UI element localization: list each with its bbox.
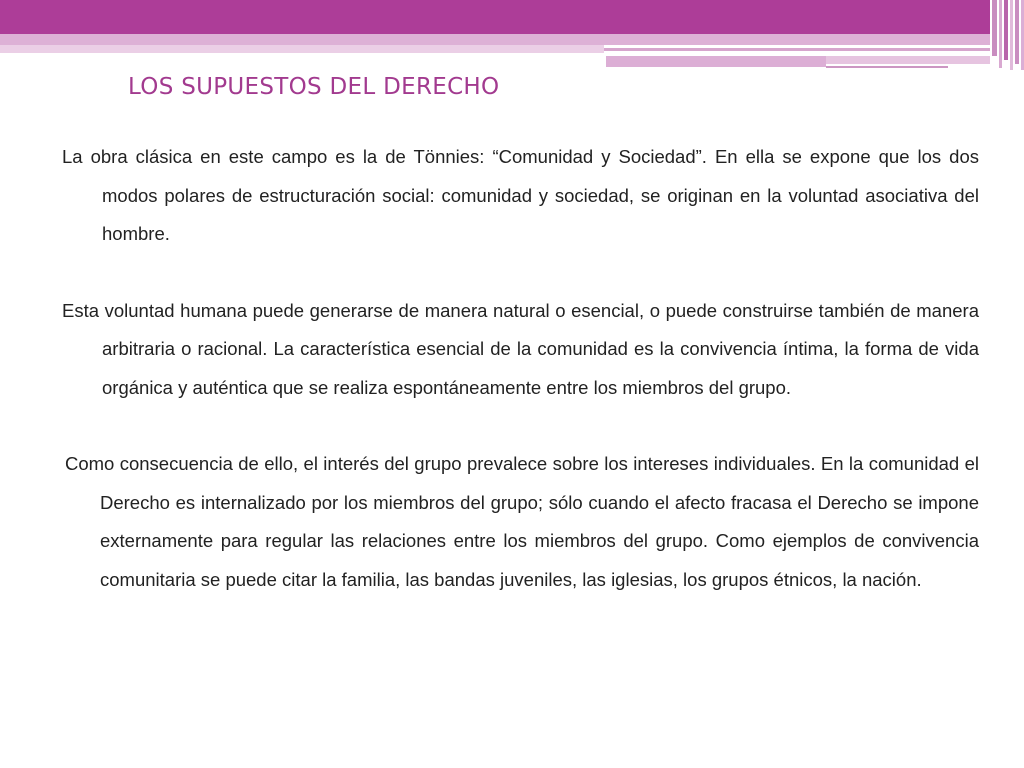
corner-stripe [999, 0, 1002, 68]
slide-body [62, 138, 979, 637]
header-band-accent-light [826, 56, 990, 64]
header-band-sub [0, 45, 604, 53]
slide-title: LOS SUPUESTOS DEL DERECHO [128, 74, 500, 100]
corner-stripe [1004, 0, 1008, 60]
body-paragraph: La obra clásica en este campo es la de Tönnies: “Comunidad y Sociedad”. En ella se expone que los dos modos polares de estructuración social: comunidad y sociedad, se originan en la voluntad asociativa del hombre. [62, 146, 979, 244]
header-band-light [0, 34, 990, 45]
corner-stripe [992, 0, 997, 56]
header-band-accent-line [826, 66, 948, 68]
header-band [0, 0, 990, 34]
corner-stripe [1010, 0, 1013, 70]
body-paragraph: Como consecuencia de ello, el interés del grupo prevalece sobre los intereses individuales. En la comunidad el Derecho es internalizado por los miembros del grupo; sólo cuando el afecto fracasa el Derecho se impone externamente para regular las relaciones entre los miembros del grupo. Como ejemplos de convivencia comunitaria se puede citar la familia, las bandas juveniles, las iglesias, los grupos étnicos, la nación. [65, 453, 979, 590]
corner-stripe [1015, 0, 1019, 64]
header-band-line [604, 48, 990, 51]
header-band-accent [606, 56, 826, 67]
body-paragraph: Esta voluntad humana puede generarse de manera natural o esencial, o puede construirse también de manera arbitraria o racional. La característica esencial de la comunidad es la convivencia íntima, la forma de vida orgánica y auténtica que se realiza espontáneamente entre los miembros del grupo. [62, 299, 979, 398]
